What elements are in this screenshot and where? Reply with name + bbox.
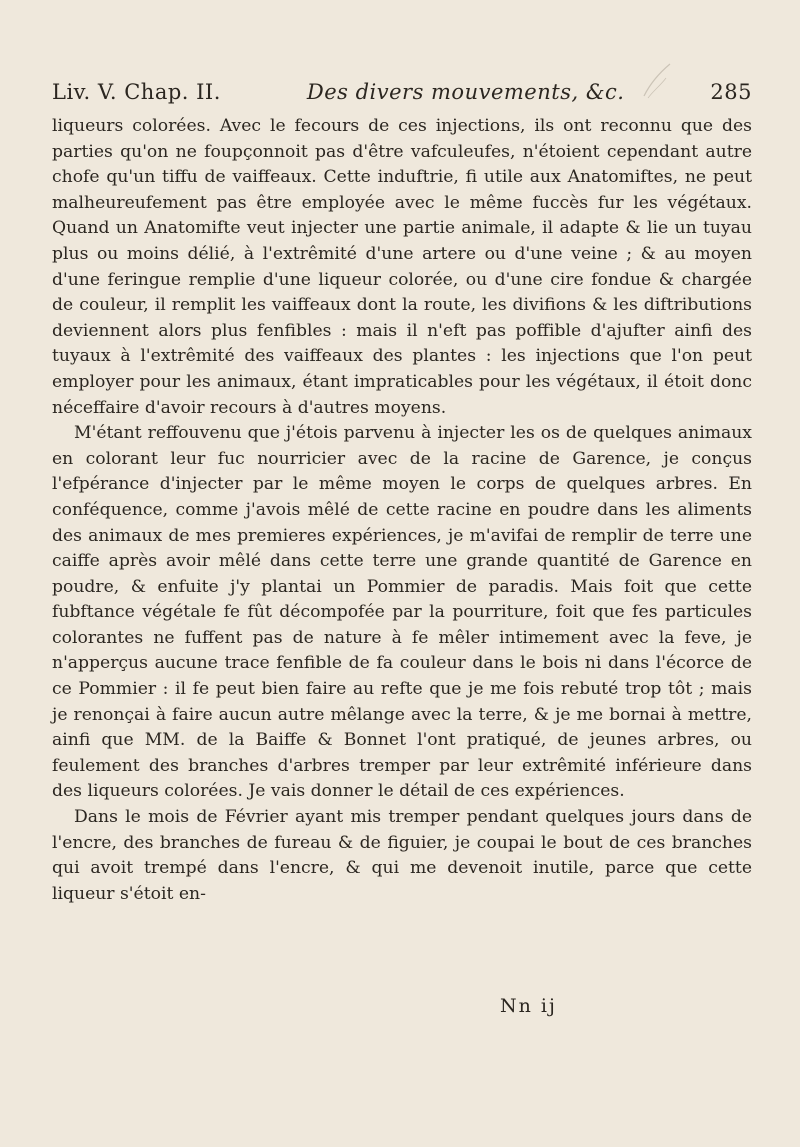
running-header bbox=[52, 80, 752, 104]
page-number: 285 bbox=[710, 80, 752, 104]
paragraph-2: M'étant reffouvenu que j'étois parvenu à injecter les os de quelques animaux en colorant leur fuc nourricier avec de la racine de Garence, je conçus l'efpérance d'injecter par le même moyen le corps de quelques arbres. En conféquence, comme j'avois mêlé de cette racine en poudre dans les aliments des animaux de mes premieres expériences, je m'avifai de remplir de terre une caiffe après avoir mêlé dans cette terre une grande quantité de Garence en poudre, & enfuite j'y plantai un Pommier de paradis. Mais foit que cette fubftance végétale fe fût décompofée par la pourriture, foit que fes particules colorantes ne fuffent pas de nature à fe mêler intimement avec la feve, je n'apperçus aucune trace fenfible de fa couleur dans le bois ni dans l'écorce de ce Pommier : il fe peut bien faire au refte que je me fois rebuté trop tôt ; mais je renonçai à faire aucun autre mêlange avec la terre, & je me bornai à mettre, ainfi que MM. de la Baiffe & Bonnet l'ont pratiqué, de jeunes arbres, ou feulement des branches d'arbres tremper par leur extrêmité inférieure dans des liqueurs colorées. Je vais donner le détail de ces expériences. bbox=[52, 423, 752, 802]
body-text bbox=[52, 114, 752, 907]
running-head-book-chapter: Liv. V. Chap. II. bbox=[52, 80, 221, 104]
paragraph-1: liqueurs colorées. Avec le fecours de ces injections, ils ont reconnu que des parties qu'on ne foupçonnoit pas d'être vafculeufes, n'étoient cependant autre chofe qu'un tiffu de vaiffeaux. Cette induftrie, fi utile aux Anatomiftes, ne peut malheureufement pas être employée avec le même fuccès fur les végétaux. Quand un Anatomifte veut injecter une partie animale, il adapte & lie un tuyau plus ou moins délié, à l'extrêmité d'une artere ou d'une veine ; & au moyen d'une feringue remplie d'une liqueur colorée, ou d'une cire fondue & chargée de couleur, il remplit les vaiffeaux dont la route, les divifions & les diftributions deviennent alors plus fenfibles : mais il n'eft pas poffible d'ajufter ainfi des tuyaux à l'extrêmité des vaiffeaux des plantes : les injections que l'on peut employer pour les animaux, étant impraticables pour les végétaux, il étoit donc néceffaire d'avoir recours à d'autres moyens. bbox=[52, 116, 752, 418]
running-head-title: Des divers mouvements, &c. bbox=[306, 80, 625, 104]
paragraph-3: Dans le mois de Février ayant mis tremper pendant quelques jours dans de l'encre, des branches de fureau & de figuier, je coupai le bout de ces branches qui avoit trempé dans l'encre, & qui me devenoit inutile, parce que cette liqueur s'étoit en- bbox=[52, 807, 752, 904]
signature-mark: Nn ij bbox=[500, 995, 557, 1017]
